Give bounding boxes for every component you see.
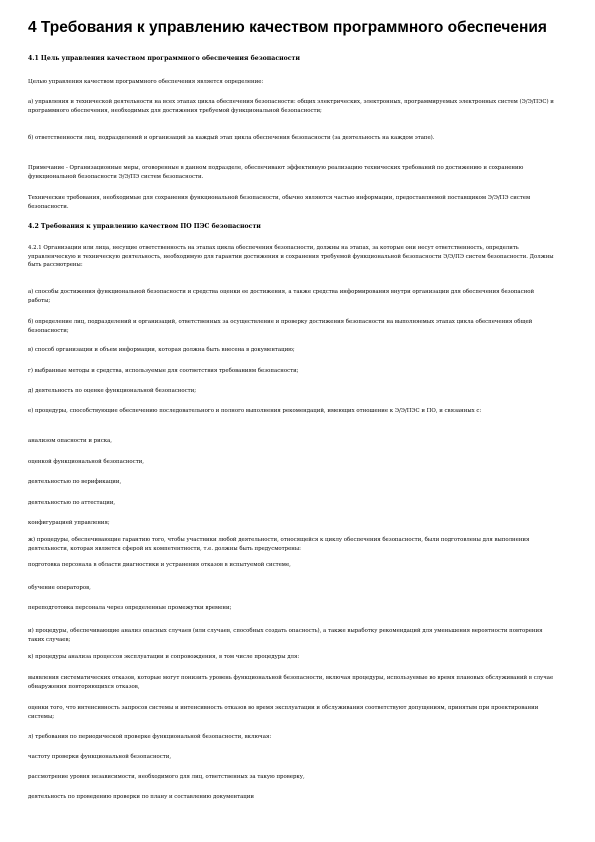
paragraph: и) процедуры, обеспечивающие анализ опасных случаев (или случаев, способных создать опасность), а также выработку рекомендаций для уменьшения вероятности повторения таких случаев; [28,628,543,643]
paragraph: ж) процедуры, обеспечивающие гарантию того, чтобы участники любой деятельности, относящейся к циклу обеспечения безопасности, были подготовлены для выполнения деятельности, которая является сферой их компетентности, т.е. должны быть предусмотрены: [28,537,530,552]
paragraph: Технические требования, необходимые для сохранения функциональной безопасности, обычно являются частью информации, предоставляемой поставщиком Э/Э/ПЭ систем безопасности. [28,195,531,210]
paragraph: е) процедуры, способствующие обеспечению последовательного и полного выполнения рекомендаций, имеющих отношение к Э/Э/ПЭС и ПО, и связанных с: [28,408,482,414]
paragraph: переподготовка персонала через определенные промежутки времени; [28,605,232,611]
paragraph: л) требования по периодической проверке функциональной безопасности, включая: [28,734,272,740]
paragraph: деятельностью по аттестации, [28,500,116,506]
section-heading: 4.1 Цель управления качеством программного обеспечения безопасности [28,55,300,62]
paragraph: а) способы достижения функциональной безопасности и средства оценки ее достижения, а также средства информирования внутри организации для обеспечения безопасной работы; [28,289,535,304]
paragraph: деятельность по проведению проверки по плану и составлению документации [28,794,254,800]
paragraph: подготовка персонала в области диагностики и устранения отказов в испытуемой системе, [28,562,291,568]
page-title: 4 Требования к управлению качеством программного обеспечения [28,19,547,36]
paragraph: а) управления и технической деятельности на всех этапах цикла обеспечения безопасности: общих электрических, электронных, программируемых электронных систем (Э/Э/ПЭС) и программного обеспечения, необходимых для достижения требуемой функциональной безопасности; [28,99,554,114]
paragraph: Целью управления качеством программного обеспечения является определение: [28,79,264,85]
paragraph: д) деятельность по оценке функциональной безопасности; [28,388,197,394]
paragraph: обучение операторов, [28,585,91,591]
paragraph: к) процедуры анализа процессов эксплуатации и сопровождения, в том числе процедуры для: [28,654,300,660]
paragraph: б) определение лиц, подразделений и организаций, ответственных за осуществление и проверку достижения безопасности на выполняемых этапах цикла обеспечения общей безопасности; [28,319,533,334]
section-heading: 4.2 Требования к управлению качеством ПО ПЭС безопасности [28,223,261,230]
paragraph: рассмотрение уровня независимости, необходимого для лиц, ответственных за такую проверку, [28,774,305,780]
paragraph: б) ответственности лиц, подразделений и организаций за каждый этап цикла обеспечения безопасности (за деятельность на каждом этапе). [28,135,435,141]
paragraph: частоту проверки функциональной безопасности, [28,754,172,760]
paragraph: в) способ организации и объем информации, которая должна быть внесена в документацию; [28,347,295,353]
paragraph: оценкой функциональной безопасности, [28,459,144,465]
paragraph: выявления систематических отказов, которые могут понизить уровень функциональной безопасности, включая процедуры, используемые во время плановых обслуживаний в случае обнаружения повторяющихся отказов, [28,675,554,690]
paragraph: анализом опасности и риска, [28,438,113,444]
paragraph: деятельностью по верификации, [28,479,122,485]
paragraph: Примечание - Организационные меры, оговоренные в данном подразделе, обеспечивают эффективную реализацию технических требований по достижению и сохранению функциональной безопасности Э/Э/ПЭ систем безопасности. [28,165,524,180]
paragraph: конфигурацией управления; [28,520,110,526]
paragraph: 4.2.1 Организации или лица, несущие ответственность на этапах цикла обеспечения безопасности, должны на этапах, за которые они несут ответственность, определить управленческую и техническую деятельность, необходимую для гарантии достижения и сохранения требуемой функциональной безопасности Э/Э/ПЭ систем безопасности. Должны быть рассмотрены: [28,245,554,269]
paragraph: оценки того, что интенсивность запросов системы и интенсивность отказов во время эксплуатации и обслуживания соответствуют допущениям, принятым при проектировании системы; [28,705,539,720]
paragraph: г) выбранные методы и средства, используемые для соответствия требованиям безопасности; [28,368,299,374]
